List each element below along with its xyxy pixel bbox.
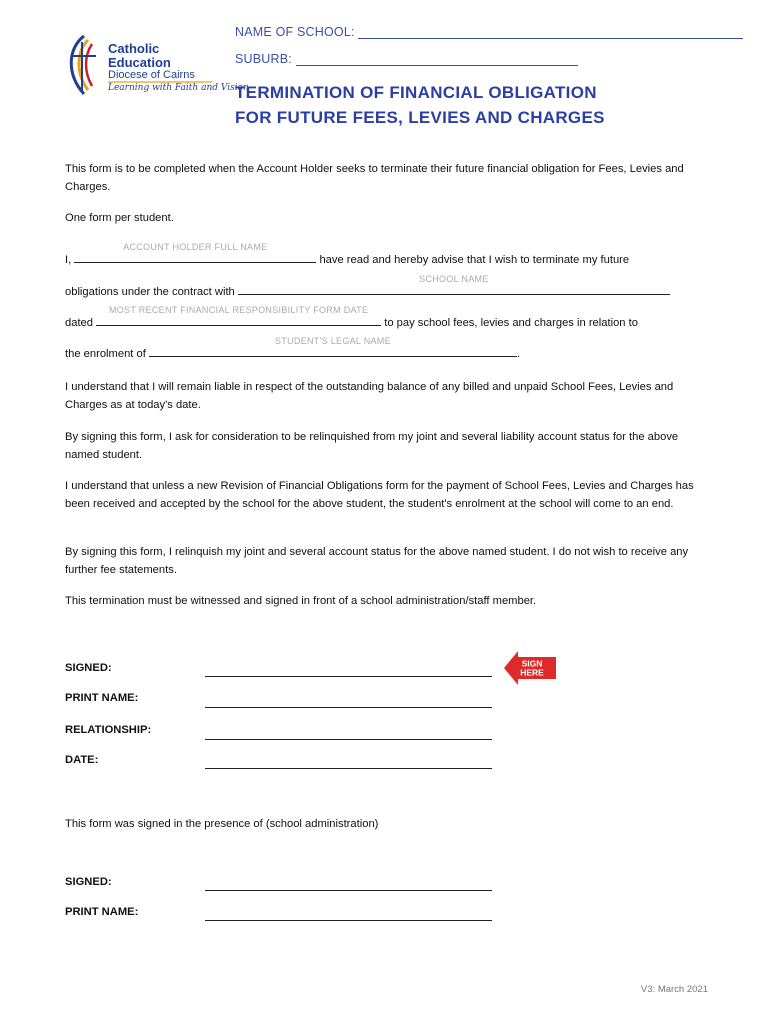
witness-print-name-label: PRINT NAME: bbox=[65, 906, 139, 918]
print-name-label: PRINT NAME: bbox=[65, 692, 139, 704]
form-title bbox=[235, 80, 605, 130]
fill4-suffix: . bbox=[516, 348, 521, 360]
relationship-field[interactable] bbox=[205, 738, 492, 740]
account-holder-name-field[interactable] bbox=[74, 242, 316, 263]
school-name-row bbox=[235, 25, 743, 39]
logo-wordmark bbox=[108, 42, 195, 81]
witness-print-name-field[interactable] bbox=[205, 919, 492, 921]
paragraph-witness-required: This termination must be witnessed and signed in front of a school administration/staff member. bbox=[65, 595, 537, 607]
sign-here-line-2: HERE bbox=[520, 667, 544, 678]
fill-row-date bbox=[65, 305, 638, 329]
title-line-1: TERMINATION OF FINANCIAL OBLIGATION bbox=[235, 83, 597, 102]
one-form-text: One form per student. bbox=[65, 212, 174, 224]
fill2-prefix: obligations under the contract with bbox=[65, 286, 235, 298]
logo-line-1: Catholic bbox=[108, 41, 160, 56]
form-date-field[interactable] bbox=[96, 305, 381, 326]
fill3-prefix: dated bbox=[65, 317, 93, 329]
school-name-label: NAME OF SCHOOL: bbox=[235, 25, 355, 39]
intro-text: This form is to be completed when the Account Holder seeks to terminate their future financial obligation for Fees, Levies and Charges. bbox=[65, 163, 684, 193]
fill1-prefix: I, bbox=[65, 254, 72, 266]
paragraph-relinquish-consideration: By signing this form, I ask for consideration to be relinquished from my joint and several liability account status for the above named student. bbox=[65, 431, 679, 461]
school-name-inline-field[interactable] bbox=[238, 274, 670, 295]
school-name-field[interactable] bbox=[358, 38, 743, 39]
fill-row-student bbox=[65, 336, 521, 360]
version-footer: V3: March 2021 bbox=[640, 984, 708, 995]
paragraph-enrolment-end: I understand that unless a new Revision of Financial Obligations form for the payment of School Fees, Levies and Charges has been received and accepted by the school for the above student, the student's enrolment at the school will come to an end. bbox=[65, 480, 694, 510]
form-date-placeholder: MOST RECENT FINANCIAL RESPONSIBILITY FORM DATE bbox=[108, 305, 369, 315]
date-label: DATE: bbox=[65, 754, 99, 766]
witness-signature-field[interactable] bbox=[205, 889, 492, 891]
date-field[interactable] bbox=[205, 767, 492, 769]
sign-here-arrow-icon bbox=[502, 648, 558, 688]
school-name-placeholder: SCHOOL NAME bbox=[419, 274, 489, 284]
student-name-field[interactable] bbox=[149, 336, 517, 357]
relationship-label: RELATIONSHIP: bbox=[65, 724, 152, 736]
fill1-suffix: have read and hereby advise that I wish to terminate my future bbox=[319, 254, 630, 266]
signature-field[interactable] bbox=[205, 675, 492, 677]
account-holder-placeholder: ACCOUNT HOLDER FULL NAME bbox=[123, 242, 268, 252]
logo-line-2: Education bbox=[108, 55, 171, 70]
witness-signed-label: SIGNED: bbox=[65, 876, 112, 888]
fill3-suffix: to pay school fees, levies and charges in relation to bbox=[384, 317, 638, 329]
logo-line-3: Diocese of Cairns bbox=[108, 69, 195, 81]
witness-text: This form was signed in the presence of (school administration) bbox=[65, 818, 379, 830]
student-name-placeholder: STUDENT'S LEGAL NAME bbox=[275, 336, 391, 346]
print-name-field[interactable] bbox=[205, 706, 492, 708]
paragraph-liability: I understand that I will remain liable in respect of the outstanding balance of any billed and unpaid School Fees, Levies and Charges as at today's date. bbox=[65, 381, 674, 411]
fill-row-account-holder bbox=[65, 242, 630, 266]
fill4-prefix: the enrolment of bbox=[65, 348, 146, 360]
title-line-2: FOR FUTURE FEES, LEVIES AND CHARGES bbox=[235, 108, 605, 127]
suburb-row bbox=[235, 52, 578, 66]
signed-label: SIGNED: bbox=[65, 662, 112, 674]
paragraph-fee-statements: By signing this form, I relinquish my joint and several account status for the above named student. I do not wish to receive any further fee statements. bbox=[65, 546, 689, 576]
suburb-label: SUBURB: bbox=[235, 52, 292, 66]
sign-here-line-1: SIGN bbox=[521, 658, 543, 669]
suburb-field[interactable] bbox=[296, 65, 578, 66]
fill-row-school bbox=[65, 274, 670, 298]
logo-tagline: Learning with Faith and Vision bbox=[108, 83, 249, 93]
